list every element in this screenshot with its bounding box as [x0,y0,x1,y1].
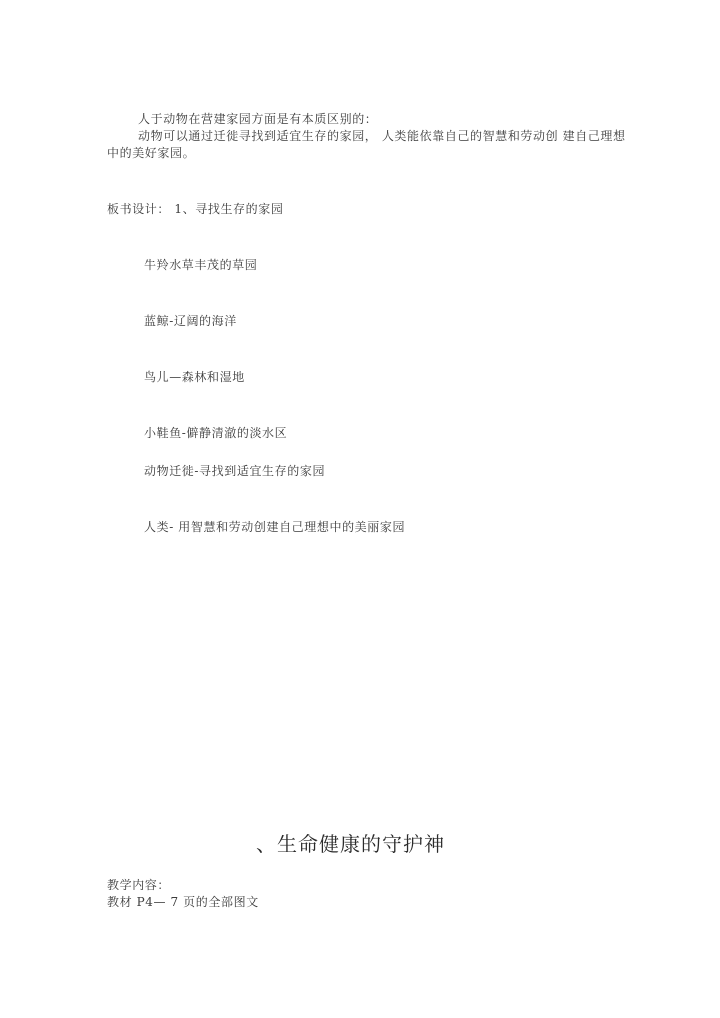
board-item-migration: 动物迁徙-寻找到适宜生存的家园 [144,464,326,478]
board-item-fish: 小鞋鱼-僻静清澈的淡水区 [144,426,288,440]
teaching-content-label: 教学内容： [107,878,171,892]
teaching-content-text: 教材 P4— 7 页的全部图文 [107,895,259,909]
intro-line-3: 中的美好家园。 [107,146,196,160]
board-design-heading: 板书设计： 1、寻找生存的家园 [107,202,284,216]
board-item-humans: 人类- 用智慧和劳动创建自己理想中的美丽家园 [144,520,406,534]
intro-line-2: 动物可以通过迁徙寻找到适宜生存的家园， 人类能依靠自己的智慧和劳动创 建自己理想 [138,129,626,143]
board-item-blue-whale: 蓝鲸-辽阔的海洋 [144,314,237,328]
board-item-wildebeest: 牛羚水草丰茂的草园 [144,258,258,272]
intro-line-1: 人于动物在营建家园方面是有本质区别的： [138,112,378,126]
board-item-birds: 鸟儿—森林和湿地 [144,370,245,384]
section-title: 、生命健康的守护神 [256,832,445,856]
